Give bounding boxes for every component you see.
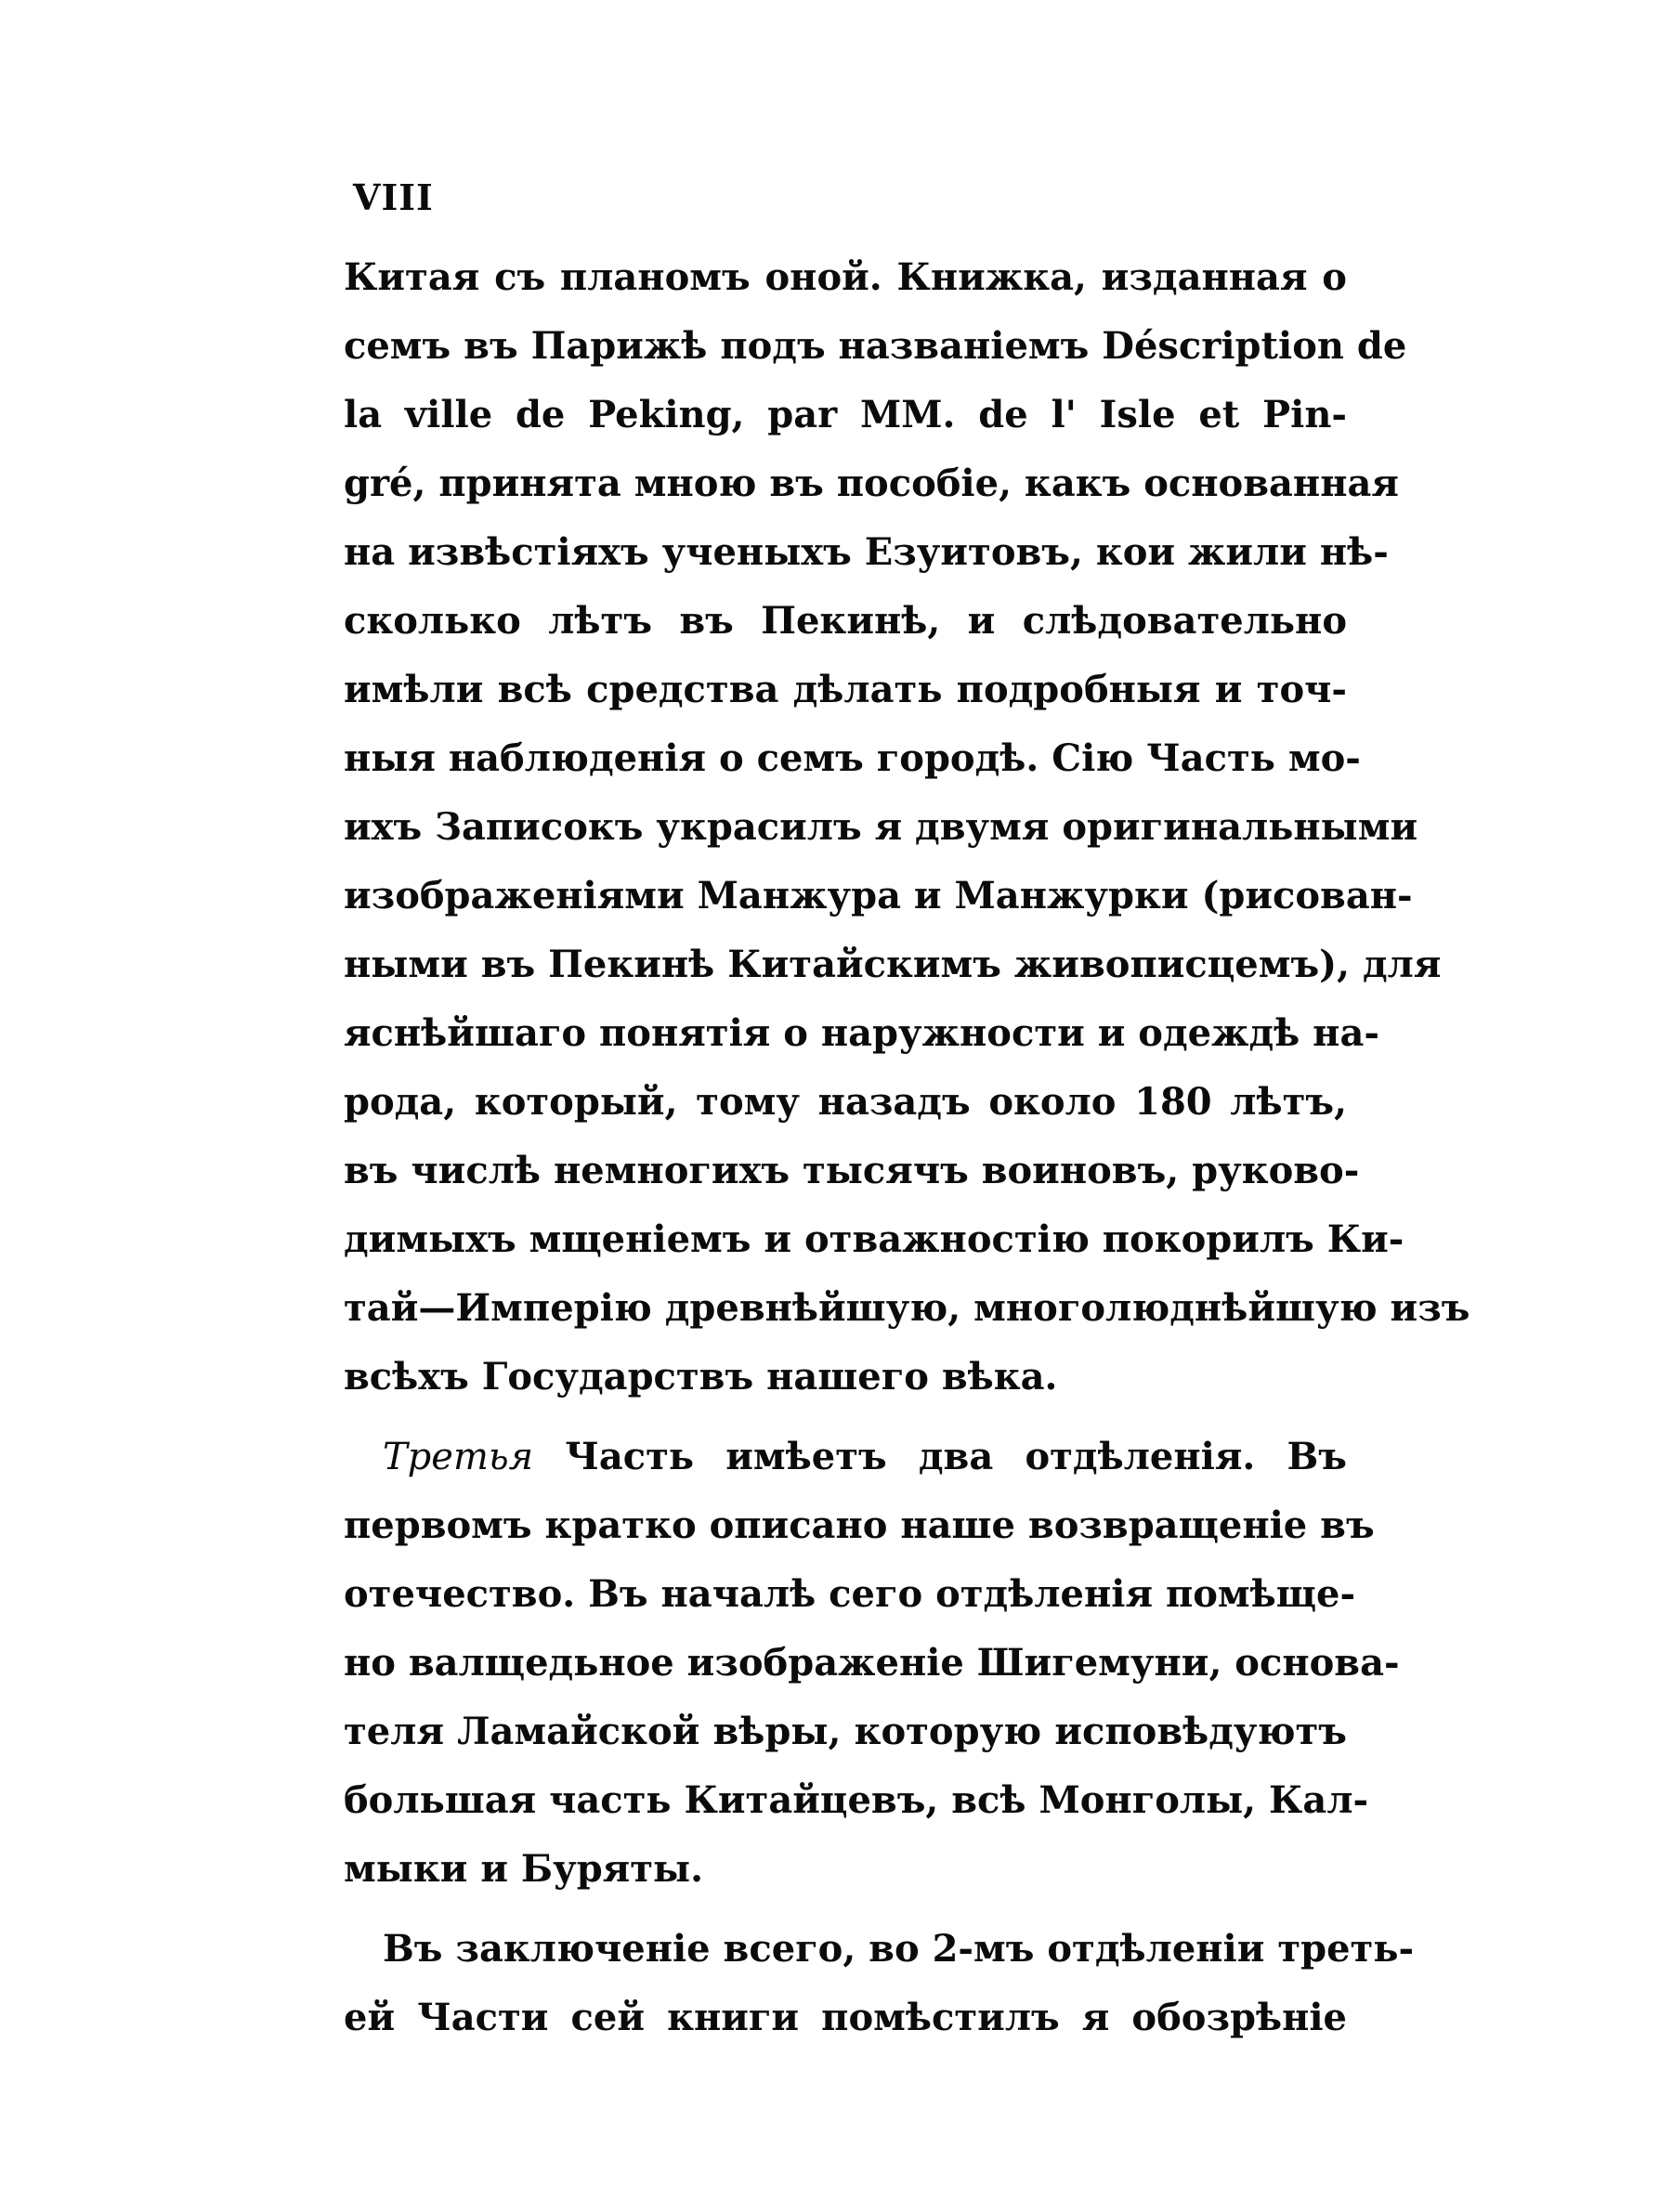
paragraph-1: [344, 243, 1470, 1412]
paragraph-2: [344, 1423, 1400, 1904]
page-text: [344, 243, 1470, 2052]
text-line: Китая съ планомъ оной. Книжка, изданная о: [344, 255, 1347, 299]
text-line: ихъ Записокъ украсилъ я двумя оригинальными: [344, 805, 1418, 849]
text-span: Часть имѣетъ два отдѣленія. Въ: [565, 1435, 1347, 1478]
text-line: изображеніями Манжура и Манжурки (рисован-: [344, 874, 1413, 917]
text-line: рода, который, тому назадъ около 180 лѣтъ,: [344, 1080, 1347, 1124]
text-line: имѣли всѣ средства дѣлать подробныя и точ-: [344, 668, 1347, 711]
paragraph-3: [344, 1915, 1415, 2052]
text-line: большая часть Китайцевъ, всѣ Монголы, Кал-: [344, 1778, 1369, 1822]
text-line: въ числѣ немногихъ тысячъ воиновъ, руково-: [344, 1149, 1360, 1192]
text-line: la ville de Peking, par MM. de l' Isle et Pin-: [344, 393, 1347, 436]
text-line: теля Ламайской вѣры, которую исповѣдуютъ: [344, 1710, 1347, 1753]
page-number: VIII: [353, 176, 434, 218]
text-line: на извѣстіяхъ ученыхъ Езуитовъ, кои жили нѣ-: [344, 530, 1389, 574]
text-line: Въ заключеніе всего, во 2-мъ отдѣленіи треть-: [383, 1927, 1415, 1971]
italic-word: Третья: [383, 1436, 534, 1478]
text-line: отечество. Въ началѣ сего отдѣленія помѣще-: [344, 1572, 1356, 1616]
text-line: но валщедьное изображеніе Шигемуни, основа-: [344, 1641, 1400, 1685]
text-line: димыхъ мщеніемъ и отважностію покорилъ Ки-: [344, 1217, 1404, 1261]
text-line: первомъ кратко описано наше возвращеніе въ: [344, 1503, 1375, 1547]
text-line: ныя наблюденія о семъ городѣ. Сію Часть мо-: [344, 736, 1361, 780]
text-line: ей Части сей книги помѣстилъ я обозрѣніе: [344, 1996, 1347, 2039]
text-line: сколько лѣтъ въ Пекинѣ, и слѣдовательно: [344, 599, 1347, 643]
text-line: [344, 1423, 1347, 1491]
text-line: яснѣйшаго понятія о наружности и одеждѣ на-: [344, 1011, 1379, 1055]
text-line: всѣхъ Государствъ нашего вѣка.: [344, 1355, 1058, 1399]
text-line: тай—Имперію древнѣйшую, многолюднѣйшую изъ: [344, 1286, 1470, 1330]
text-line: семъ въ Парижѣ подъ названіемъ Déscription de: [344, 324, 1407, 368]
text-line: ными въ Пекинѣ Китайскимъ живописцемъ), для: [344, 943, 1442, 986]
text-line: gré, принята мною въ пособіе, какъ основанная: [344, 462, 1399, 505]
text-line: мыки и Буряты.: [344, 1847, 704, 1891]
